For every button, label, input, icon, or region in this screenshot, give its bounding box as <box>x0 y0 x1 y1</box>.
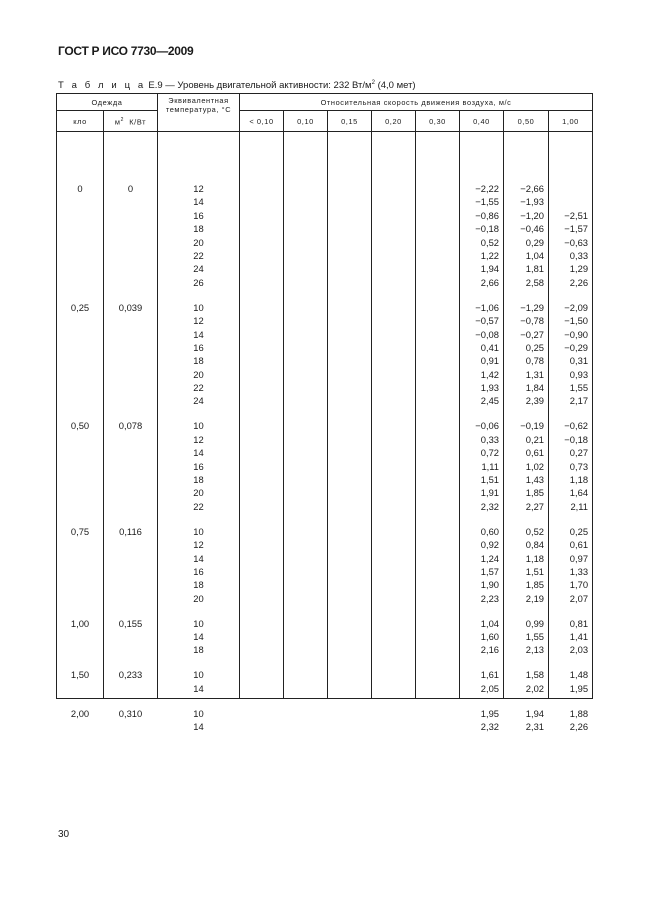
temperature-value: 10 <box>193 669 204 681</box>
clo-value <box>57 643 103 656</box>
clo-value <box>57 446 103 459</box>
speed-050-value: −1,29 <box>520 301 544 313</box>
speed-040-value: −1,55 <box>475 196 499 208</box>
caption-tail: (4,0 мет) <box>377 80 416 92</box>
speed-040-value: −1,06 <box>475 301 499 313</box>
temperature-value: 24 <box>193 395 204 407</box>
speed-050-value: 1,85 <box>525 487 544 499</box>
clo-value <box>57 195 103 208</box>
speed-040-value: −0,57 <box>475 315 499 327</box>
speed-100-value: −1,57 <box>564 223 589 235</box>
group-spacer <box>158 408 239 420</box>
clo-value <box>57 578 103 591</box>
speed-100-value: 1,18 <box>569 474 589 485</box>
speed-100-value: 1,64 <box>569 487 589 499</box>
header-speed: 0,10 <box>284 111 328 132</box>
speed-100-value: −1,50 <box>564 315 589 327</box>
speed-040-value: 1,60 <box>480 631 499 643</box>
temperature-value: 12 <box>193 433 204 445</box>
speed-040-value: 1,95 <box>480 707 499 719</box>
clo-value <box>57 354 103 367</box>
column-speed-015 <box>328 132 371 698</box>
group-spacer <box>158 513 239 525</box>
speed-100-value: 2,26 <box>569 276 589 288</box>
clo-value: 0,25 <box>70 301 90 313</box>
speed-040-value: 0,41 <box>480 341 499 353</box>
speed-040-value: −0,86 <box>475 209 499 221</box>
group-spacer <box>549 657 592 669</box>
m2kw-value <box>104 394 157 407</box>
clo-value <box>57 500 103 513</box>
column-clo <box>57 132 103 719</box>
clo-value <box>57 460 103 473</box>
speed-050-value: 1,02 <box>525 460 544 472</box>
clo-value <box>57 592 103 605</box>
m2kw-value <box>104 209 157 222</box>
temperature-value: 16 <box>193 209 204 221</box>
group-spacer <box>549 289 592 301</box>
speed-040-value: 1,90 <box>480 579 499 591</box>
speed-100-value: 1,41 <box>569 631 589 643</box>
clo-value <box>57 473 103 486</box>
speed-100-value: 2,07 <box>569 592 589 604</box>
speed-050-value: 0,52 <box>525 525 544 537</box>
speed-050-value: −1,93 <box>520 196 544 208</box>
speed-040-value: 2,16 <box>480 644 499 656</box>
group-spacer <box>549 513 592 525</box>
m2kw-value <box>104 354 157 367</box>
m2kw-value <box>104 682 157 695</box>
speed-050-value: 1,18 <box>525 552 544 564</box>
speed-040-value: 1,93 <box>480 382 499 394</box>
temperature-value: 16 <box>193 460 204 472</box>
m2kw-value <box>104 473 157 486</box>
group-spacer <box>158 605 239 617</box>
speed-040-value: 2,66 <box>480 276 499 288</box>
clo-value <box>57 720 103 733</box>
clo-value <box>57 538 103 551</box>
group-spacer <box>158 289 239 301</box>
group-spacer <box>104 289 157 301</box>
speed-100-value: 0,31 <box>569 355 589 367</box>
m2kw-value <box>104 433 157 446</box>
speed-100-value: −2,51 <box>564 209 589 221</box>
m2kw-value <box>104 643 157 656</box>
speed-050-value: 2,27 <box>525 500 544 512</box>
clo-value <box>57 222 103 235</box>
speed-050-value: 2,31 <box>525 721 544 733</box>
header-speed: < 0,10 <box>240 111 284 132</box>
speed-100-value: −0,62 <box>564 420 589 432</box>
speed-100-value: 1,55 <box>569 382 589 394</box>
m2kw-value: 0,233 <box>118 669 143 681</box>
group-spacer <box>104 695 157 707</box>
speed-100-value: 1,33 <box>569 565 589 577</box>
clo-value <box>57 249 103 262</box>
table-body-row <box>57 132 593 699</box>
speed-040-value: 0,60 <box>480 525 499 537</box>
group-spacer <box>460 695 503 707</box>
m2kw-value <box>104 328 157 341</box>
speed-050-value: −1,20 <box>520 209 544 221</box>
group-spacer <box>460 289 503 301</box>
group-spacer <box>57 289 103 301</box>
group-spacer <box>504 289 548 301</box>
header-speed: 0,40 <box>460 111 504 132</box>
speed-100-value: −0,18 <box>564 433 589 445</box>
m2kw-value <box>104 368 157 381</box>
m2kw-value: 0,116 <box>119 525 142 537</box>
header-speed: 1,00 <box>549 111 593 132</box>
speed-040-value: 2,05 <box>480 682 499 694</box>
speed-100-value: 2,26 <box>569 721 589 733</box>
speed-100-value: 1,29 <box>569 263 589 275</box>
temperature-value: 12 <box>193 539 204 551</box>
speed-100-value: 2,11 <box>570 500 589 512</box>
clo-value: 1,00 <box>70 617 90 629</box>
m2kw-value: 0,155 <box>118 617 143 629</box>
column-speed-020 <box>372 132 415 698</box>
speed-050-value: 1,43 <box>525 474 544 485</box>
header-speed: 0,20 <box>372 111 416 132</box>
speed-040-value: 0,52 <box>480 236 499 248</box>
temperature-value: 22 <box>193 382 204 394</box>
speed-100-value <box>549 182 592 195</box>
group-spacer <box>504 657 548 669</box>
clo-value: 2,00 <box>70 707 90 719</box>
speed-100-value: 1,95 <box>569 682 589 694</box>
m2kw-value <box>104 446 157 459</box>
temperature-value: 24 <box>193 263 204 275</box>
group-spacer <box>104 605 157 617</box>
m2kw-value <box>104 500 157 513</box>
header-relative-air-speed: Относительная скорость движения воздуха, м/с <box>240 94 593 111</box>
speed-100-value: 2,17 <box>569 395 589 407</box>
speed-040-value: 2,32 <box>480 500 499 512</box>
speed-050-value: 2,02 <box>525 682 544 694</box>
header-m2: м <box>114 117 121 127</box>
clo-value <box>57 209 103 222</box>
group-spacer <box>57 657 103 669</box>
speed-100-value: 2,03 <box>569 644 589 656</box>
header-clo: кло <box>57 111 104 132</box>
header-m2-sup: 2 <box>120 116 124 123</box>
temperature-value: 12 <box>193 183 204 194</box>
clo-value: 0 <box>77 183 83 194</box>
m2kw-value <box>104 552 157 565</box>
clo-value <box>57 565 103 578</box>
clo-value <box>57 262 103 275</box>
clo-value <box>57 552 103 565</box>
group-spacer <box>504 513 548 525</box>
table-caption <box>58 80 416 91</box>
clo-value <box>57 314 103 327</box>
column-speed-010 <box>284 132 327 698</box>
caption-main: Е.9 — Уровень двигательной активности: 232 Вт/м <box>148 80 372 92</box>
temperature-value: 22 <box>193 249 204 261</box>
column-speed-100 <box>549 132 592 733</box>
speed-040-value: 1,57 <box>480 565 499 577</box>
header-speed: 0,30 <box>416 111 460 132</box>
group-spacer <box>504 408 548 420</box>
speed-040-value: 1,04 <box>480 617 499 629</box>
group-spacer <box>57 605 103 617</box>
speed-100-value: 0,25 <box>569 525 589 537</box>
clo-value <box>57 236 103 249</box>
speed-100-value: −0,29 <box>564 341 589 353</box>
group-spacer <box>460 605 503 617</box>
temperature-value: 10 <box>193 420 204 432</box>
header-kvt: К/Вт <box>129 117 147 127</box>
m2kw-value <box>104 314 157 327</box>
temperature-value: 18 <box>193 579 204 591</box>
speed-040-value: 0,72 <box>480 447 499 459</box>
header-speed: 0,15 <box>328 111 372 132</box>
speed-050-value: 0,78 <box>525 355 544 367</box>
speed-040-value: 1,42 <box>480 368 499 380</box>
temperature-value: 18 <box>193 223 204 235</box>
m2kw-value: 0,078 <box>118 420 143 432</box>
speed-040-value: 0,91 <box>480 355 499 367</box>
speed-050-value: −0,46 <box>520 223 544 235</box>
speed-050-value: 0,29 <box>525 236 544 248</box>
m2kw-value: 0,310 <box>118 707 143 719</box>
speed-040-value: 1,51 <box>480 474 499 485</box>
m2kw-value: 0,039 <box>118 301 143 313</box>
speed-100-value: 0,81 <box>569 617 589 629</box>
group-spacer <box>460 513 503 525</box>
column-speed-030 <box>416 132 459 698</box>
speed-050-value: 0,61 <box>525 447 544 459</box>
temperature-value: 14 <box>193 328 204 340</box>
speed-040-value: −2,22 <box>475 183 499 194</box>
m2kw-value <box>104 195 157 208</box>
clo-value <box>57 368 103 381</box>
speed-050-value: −0,27 <box>520 328 544 340</box>
caption-unit-sup: 2 <box>371 80 375 86</box>
speed-040-value: 2,45 <box>480 395 499 407</box>
column-temperature <box>158 132 239 733</box>
speed-050-value: 1,31 <box>525 368 544 380</box>
clo-value <box>57 341 103 354</box>
speed-050-value: 2,58 <box>525 276 544 288</box>
speed-040-value: 0,92 <box>480 539 499 551</box>
temperature-value: 20 <box>193 592 204 604</box>
document-header: ГОСТ Р ИСО 7730—2009 <box>58 44 194 58</box>
speed-040-value: 1,61 <box>480 669 499 681</box>
m2kw-value <box>104 222 157 235</box>
speed-100-value: 0,97 <box>569 552 589 564</box>
column-speed-040 <box>460 132 503 733</box>
temperature-value: 14 <box>193 447 204 459</box>
m2kw-value <box>104 720 157 733</box>
m2kw-value <box>104 460 157 473</box>
m2kw-value <box>104 592 157 605</box>
speed-050-value: −2,66 <box>520 183 544 194</box>
temperature-value: 14 <box>193 682 204 694</box>
clo-value: 0,75 <box>70 525 90 537</box>
m2kw-value <box>104 565 157 578</box>
speed-040-value: 1,91 <box>480 487 499 499</box>
temperature-value: 12 <box>193 315 204 327</box>
clo-value <box>57 433 103 446</box>
group-spacer <box>158 657 239 669</box>
clo-value <box>57 328 103 341</box>
group-spacer <box>57 408 103 420</box>
group-spacer <box>104 408 157 420</box>
group-spacer <box>549 605 592 617</box>
group-spacer <box>104 657 157 669</box>
header-clothing: Одежда <box>57 94 158 111</box>
activity-table <box>56 93 593 733</box>
speed-100-value: 0,73 <box>569 460 589 472</box>
temperature-value: 14 <box>193 631 204 643</box>
m2kw-value <box>104 236 157 249</box>
speed-100-value: 0,33 <box>569 249 589 261</box>
temperature-value: 14 <box>193 721 204 733</box>
group-spacer <box>57 695 103 707</box>
speed-050-value: −0,78 <box>520 315 544 327</box>
column-m2-kw <box>104 132 157 719</box>
speed-040-value: 1,94 <box>480 263 499 275</box>
temperature-value: 16 <box>193 341 204 353</box>
speed-040-value: −0,08 <box>475 328 499 340</box>
temperature-value: 22 <box>193 500 204 512</box>
group-spacer <box>460 408 503 420</box>
speed-050-value: 2,19 <box>525 592 544 604</box>
speed-050-value: 1,85 <box>525 579 544 591</box>
speed-100-value: −2,09 <box>564 301 589 313</box>
m2kw-value <box>104 276 157 289</box>
temperature-value: 18 <box>193 474 204 485</box>
column-speed-lt010 <box>240 132 283 698</box>
header-equivalent-temperature: Эквивалентная температура, °С <box>158 94 240 132</box>
temperature-value: 10 <box>193 617 204 629</box>
clo-value: 0,50 <box>70 420 90 432</box>
group-spacer <box>504 695 548 707</box>
temperature-value: 20 <box>193 487 204 499</box>
group-spacer <box>158 695 239 707</box>
speed-050-value: 2,39 <box>525 395 544 407</box>
temperature-value: 26 <box>193 276 204 288</box>
temperature-value: 10 <box>193 301 204 313</box>
clo-value <box>57 394 103 407</box>
group-spacer <box>57 513 103 525</box>
speed-100-value: −0,63 <box>564 236 589 248</box>
clo-value <box>57 486 103 499</box>
speed-100-value: 0,61 <box>569 539 589 551</box>
temperature-value: 20 <box>193 368 204 380</box>
speed-050-value: 1,55 <box>525 631 544 643</box>
speed-050-value: −0,19 <box>520 420 544 432</box>
speed-040-value: −0,18 <box>475 223 499 235</box>
speed-040-value: 2,23 <box>480 592 499 604</box>
clo-value <box>57 381 103 394</box>
speed-100-value: 0,93 <box>569 368 589 380</box>
page-number: 30 <box>58 829 70 840</box>
speed-040-value: −0,06 <box>475 420 499 432</box>
speed-050-value: 0,21 <box>525 433 544 445</box>
temperature-value: 16 <box>193 565 204 577</box>
m2kw-value: 0 <box>127 183 134 194</box>
caption-label: Т а б л и ц а <box>58 80 146 92</box>
m2kw-value <box>104 262 157 275</box>
speed-050-value: 1,04 <box>525 249 544 261</box>
clo-value <box>57 276 103 289</box>
m2kw-value <box>104 486 157 499</box>
clo-value: 1,50 <box>70 669 90 681</box>
speed-050-value: 0,25 <box>525 341 544 353</box>
group-spacer <box>504 605 548 617</box>
speed-040-value: 1,24 <box>480 552 499 564</box>
speed-050-value: 0,99 <box>525 617 544 629</box>
temperature-value: 18 <box>193 644 204 656</box>
speed-040-value: 2,32 <box>480 721 499 733</box>
speed-100-value: 1,70 <box>569 579 589 591</box>
m2kw-value <box>104 578 157 591</box>
speed-040-value: 1,22 <box>480 249 499 261</box>
speed-040-value: 1,11 <box>481 460 499 472</box>
temperature-value: 14 <box>193 552 204 564</box>
speed-040-value: 0,33 <box>480 433 499 445</box>
header-speed: 0,50 <box>504 111 549 132</box>
temperature-value: 10 <box>193 707 204 719</box>
header-m2-kw <box>104 111 158 132</box>
group-spacer <box>460 657 503 669</box>
group-spacer <box>104 513 157 525</box>
m2kw-value <box>104 249 157 262</box>
m2kw-value <box>104 341 157 354</box>
speed-100-value: 1,88 <box>569 707 589 719</box>
speed-050-value: 1,51 <box>525 565 544 577</box>
speed-100-value: 0,27 <box>569 447 589 459</box>
group-spacer <box>549 408 592 420</box>
speed-050-value: 0,84 <box>525 539 544 551</box>
temperature-value: 20 <box>193 236 204 248</box>
speed-100-value: −0,90 <box>564 328 589 340</box>
m2kw-value <box>104 538 157 551</box>
speed-050-value: 1,84 <box>525 382 544 394</box>
speed-050-value: 2,13 <box>525 644 544 656</box>
speed-100-value <box>549 195 592 208</box>
m2kw-value <box>104 630 157 643</box>
speed-050-value: 1,81 <box>525 263 544 275</box>
speed-050-value: 1,94 <box>525 707 544 719</box>
m2kw-value <box>104 381 157 394</box>
speed-050-value: 1,58 <box>525 669 544 681</box>
temperature-value: 18 <box>193 355 204 367</box>
temperature-value: 10 <box>193 525 204 537</box>
clo-value <box>57 682 103 695</box>
group-spacer <box>549 695 592 707</box>
clo-value <box>57 630 103 643</box>
temperature-value: 14 <box>193 196 204 208</box>
speed-100-value: 1,48 <box>569 669 589 681</box>
column-speed-050 <box>504 132 548 733</box>
